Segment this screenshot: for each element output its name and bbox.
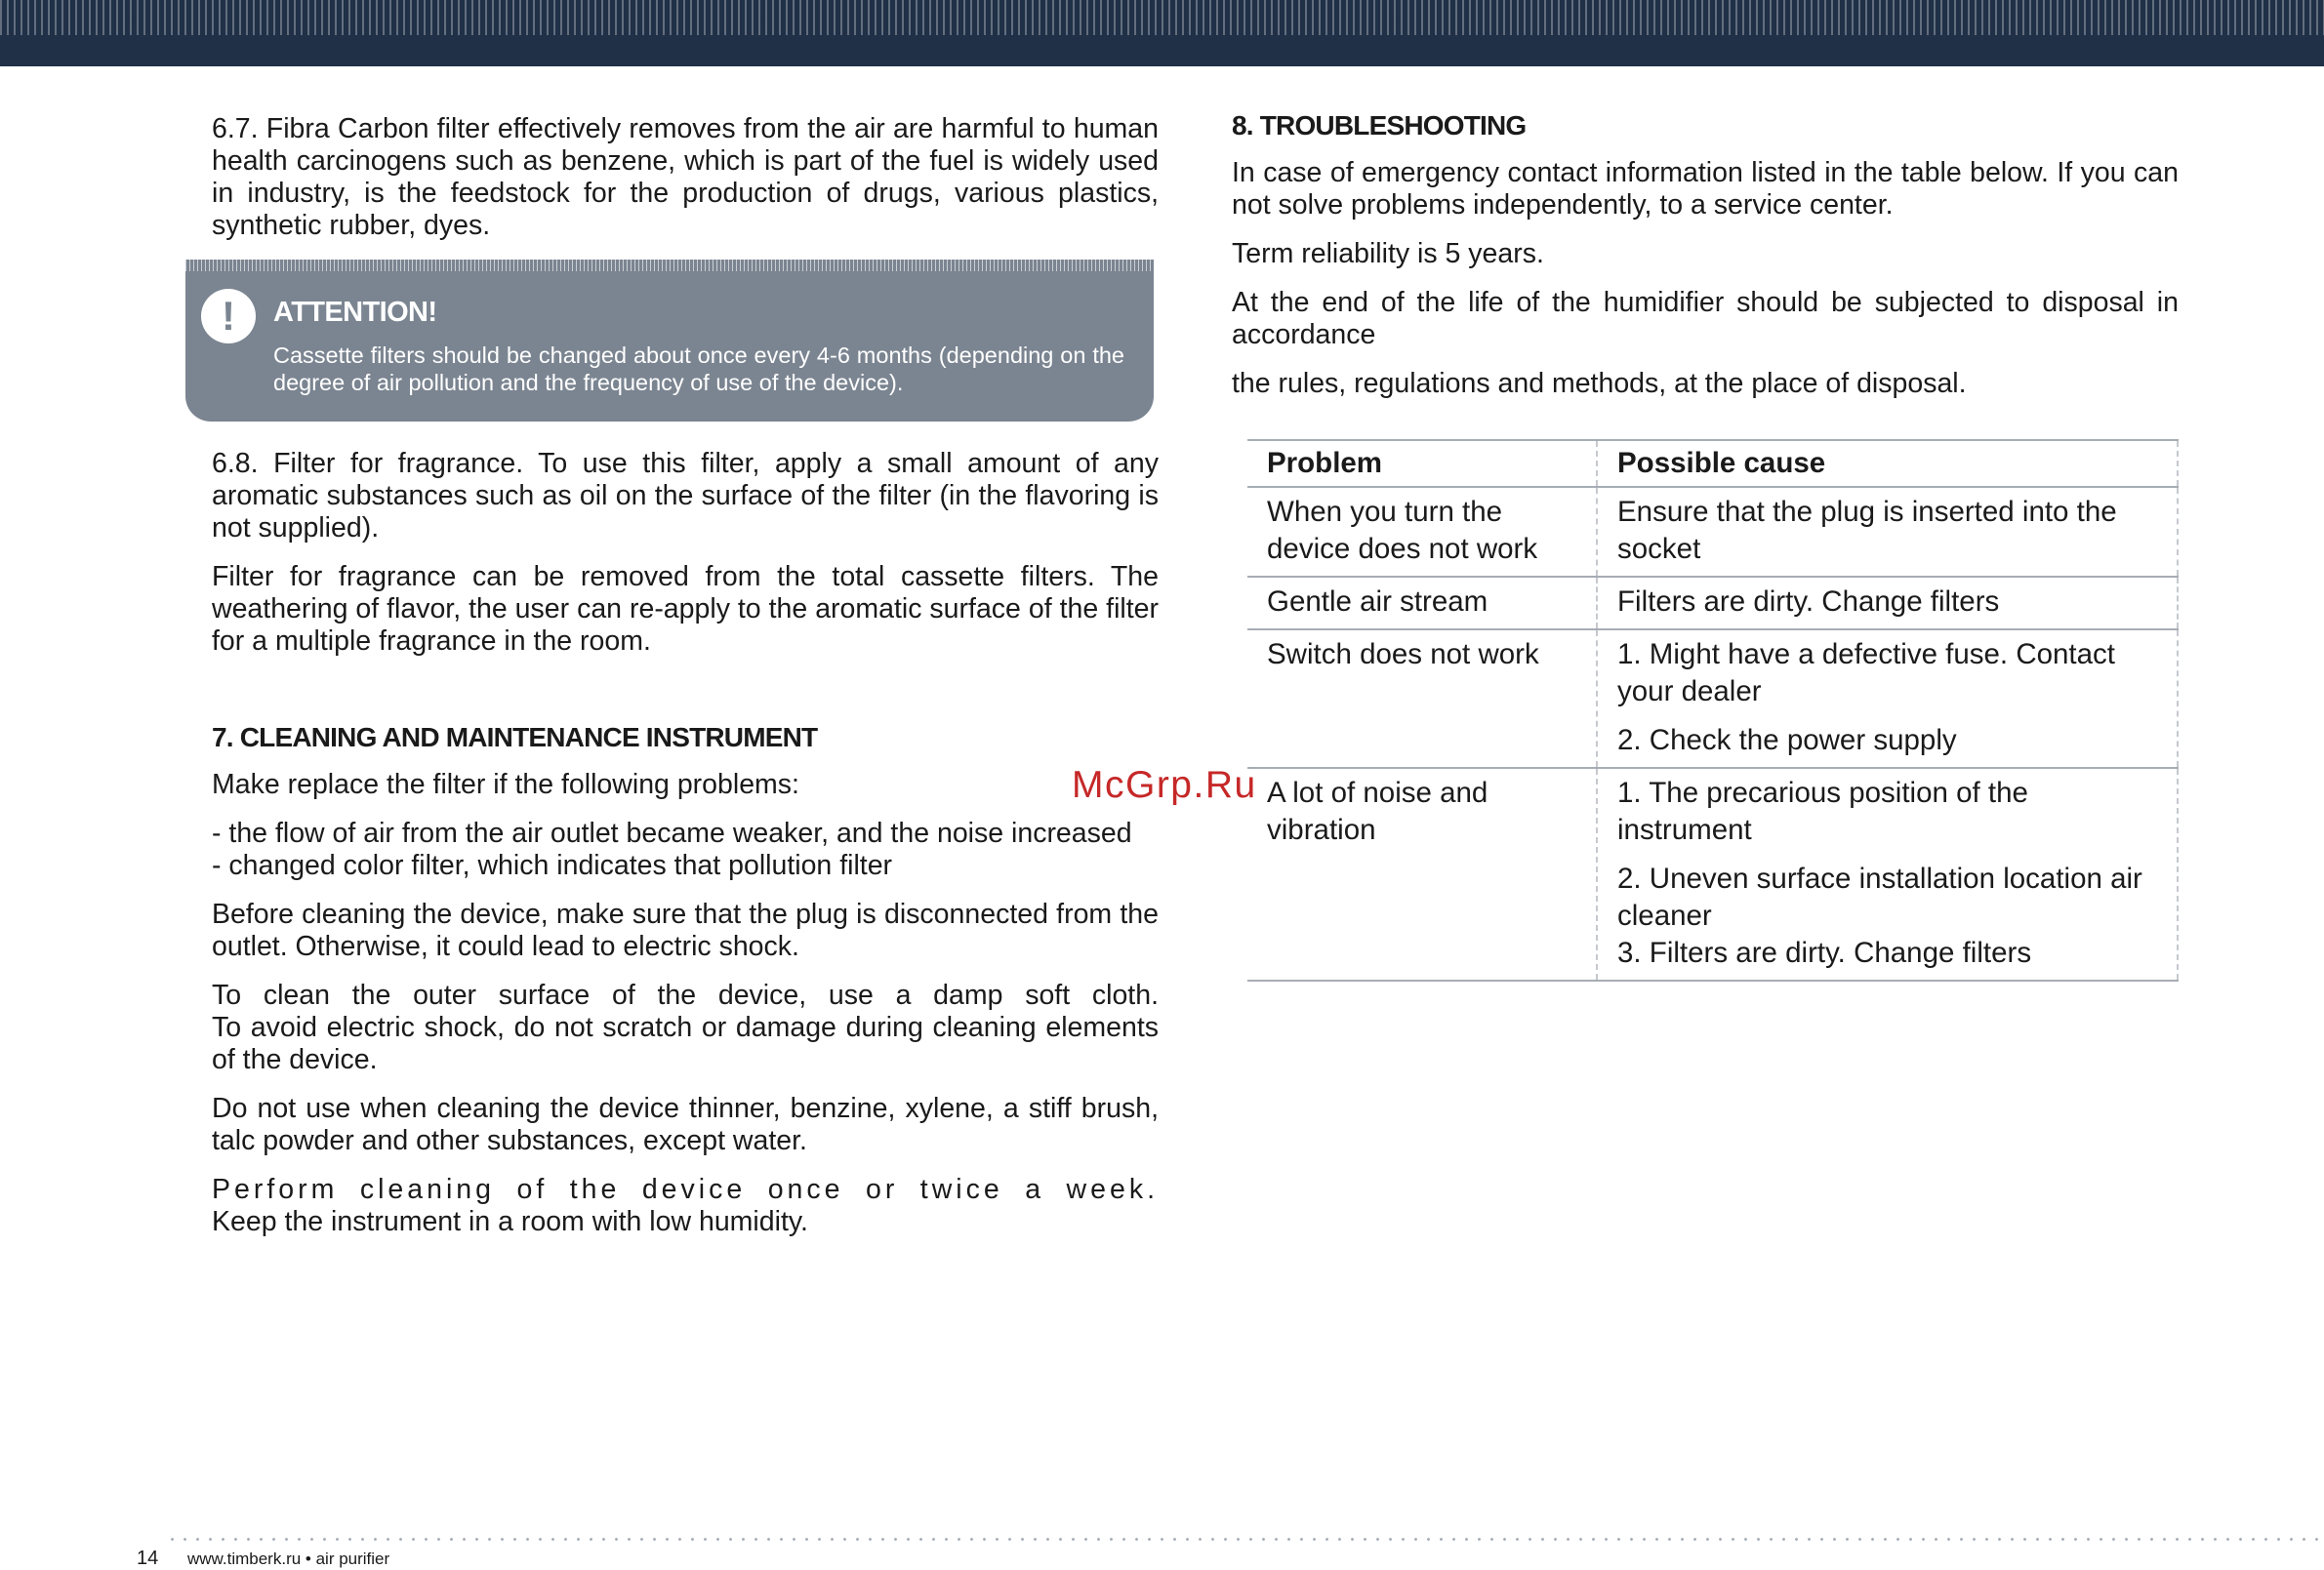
section-7-paragraph-4a: Perform cleaning of the device once or twice a week. bbox=[212, 1174, 1159, 1205]
attention-box bbox=[185, 260, 1154, 422]
top-decorative-bar bbox=[0, 0, 2324, 66]
section-7-bullet-1: - the flow of air from the air outlet became weaker, and the noise increased bbox=[212, 818, 1132, 849]
paragraph-6-8: 6.8. Filter for fragrance. To use this filter, apply a small amount of any aromatic substances such as oil on the surface of the filter (in the flavoring is not supplied). bbox=[212, 448, 1159, 543]
table-cell-problem: Switch does not work bbox=[1240, 629, 1597, 768]
table-cell-cause bbox=[1597, 768, 2178, 981]
page-number: 14 bbox=[137, 1548, 159, 1569]
section-7-paragraph-4b: Keep the instrument in a room with low humidity. bbox=[212, 1206, 808, 1237]
attention-title: ATTENTION! bbox=[273, 297, 437, 328]
section-7-paragraph-3: Do not use when cleaning the device thinner, benzine, xylene, a stiff brush, talc powder and other substances, except water. bbox=[212, 1093, 1159, 1156]
cause-line: Filters are dirty. Change filters bbox=[1617, 585, 2000, 618]
right-column bbox=[1232, 109, 2179, 400]
section-8-paragraph-1: In case of emergency contact information listed in the table below. If you can not solve problems independently, to a service center. bbox=[1232, 157, 2179, 221]
cause-line: 2. Check the power supply bbox=[1617, 724, 1957, 756]
footer-divider bbox=[166, 1538, 2324, 1541]
table-cell-cause bbox=[1597, 487, 2178, 577]
section-7-heading: 7. CLEANING AND MAINTENANCE INSTRUMENT bbox=[212, 722, 818, 752]
section-7-paragraph-2a: To clean the outer surface of the device, use a damp soft cloth. bbox=[212, 980, 1159, 1011]
paragraph-6-7: 6.7. Fibra Carbon filter effectively removes from the air are harmful to human health carcinogens such as benzene, which is part of the fuel is widely used in industry, is the feedstock for the production of drugs, various plastics, synthetic rubber, dyes. bbox=[212, 113, 1159, 241]
table-row bbox=[1240, 487, 2178, 577]
section-7-intro: Make replace the filter if the following problems: bbox=[212, 769, 799, 800]
exclamation-icon: ! bbox=[201, 289, 256, 343]
section-7-bullet-2: - changed color filter, which indicates that pollution filter bbox=[212, 850, 893, 881]
left-column-lower bbox=[212, 448, 1159, 1238]
table-row bbox=[1240, 768, 2178, 981]
attention-text: Cassette filters should be changed about once every 4-6 months (depending on the degree of air pollution and the frequency of use of the device). bbox=[273, 342, 1124, 395]
section-8-paragraph-3: At the end of the life of the humidifier should be subjected to disposal in accordance bbox=[1232, 287, 2179, 350]
section-8-heading: 8. TROUBLESHOOTING bbox=[1232, 110, 1527, 141]
table-header-problem: Problem bbox=[1240, 440, 1597, 487]
table-cell-cause bbox=[1597, 577, 2178, 629]
section-8-paragraph-4: the rules, regulations and methods, at the place of disposal. bbox=[1232, 368, 1967, 399]
paragraph-6-8-fragrance: Filter for fragrance can be removed from the total cassette filters. The weathering of flavor, the user can re-apply to the aromatic surface of the filter for a multiple fragrance in the room. bbox=[212, 561, 1159, 657]
table-cell-problem: A lot of noise and vibration bbox=[1240, 768, 1597, 981]
section-7-paragraph-2b: To avoid electric shock, do not scratch or damage during cleaning elements of the device. bbox=[212, 1012, 1159, 1075]
left-column bbox=[212, 113, 1159, 242]
cause-line: 3. Filters are dirty. Change filters bbox=[1617, 937, 2032, 969]
cause-line: 2. Uneven surface installation location air cleaner bbox=[1617, 863, 2142, 932]
table-row bbox=[1240, 629, 2178, 768]
table-cell-problem: When you turn the device does not work bbox=[1240, 487, 1597, 577]
table-row bbox=[1240, 577, 2178, 629]
section-8-paragraph-2: Term reliability is 5 years. bbox=[1232, 238, 1544, 269]
section-7-paragraph-1: Before cleaning the device, make sure that the plug is disconnected from the outlet. Otherwise, it could lead to electric shock. bbox=[212, 899, 1159, 962]
table-header-row bbox=[1240, 440, 2178, 487]
table-cell-cause bbox=[1597, 629, 2178, 768]
cause-line: Ensure that the plug is inserted into the socket bbox=[1617, 496, 2117, 565]
watermark: McGrp.Ru bbox=[1072, 764, 1257, 806]
table-header-cause: Possible cause bbox=[1597, 440, 2178, 487]
footer-text: www.timberk.ru • air purifier bbox=[187, 1550, 390, 1568]
cause-line: 1. Might have a defective fuse. Contact your dealer bbox=[1617, 638, 2115, 707]
cause-line: 1. The precarious position of the instrument bbox=[1617, 777, 2028, 846]
table-cell-problem: Gentle air stream bbox=[1240, 577, 1597, 629]
troubleshooting-table bbox=[1232, 439, 2179, 982]
